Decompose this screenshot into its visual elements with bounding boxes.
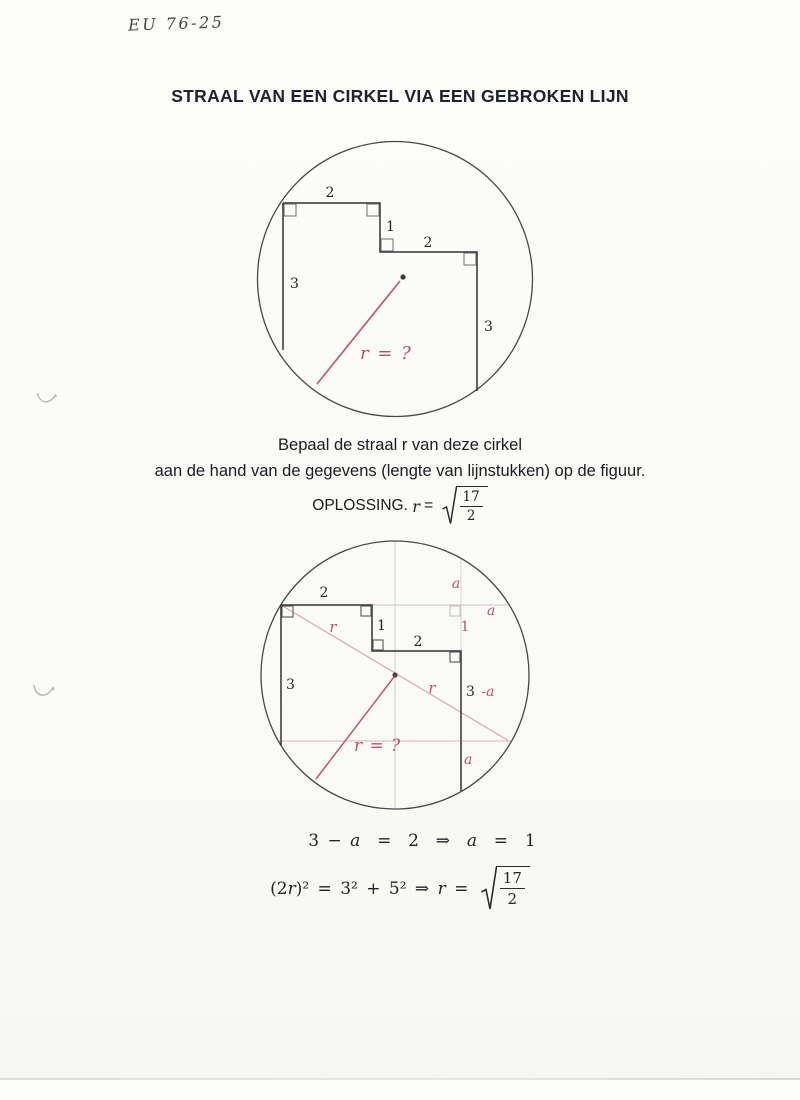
solution-equals: = [419, 497, 438, 514]
derivation-sqrt [481, 866, 530, 912]
solution-label: OPLOSSING. [312, 497, 413, 514]
page-title: STRAAL VAN EEN CIRKEL VIA EEN GEBROKEN LIJN [171, 86, 629, 106]
radical-sign [442, 486, 457, 526]
figure2-label-a-top: a [451, 576, 461, 592]
figure1-label-step: 1 [386, 219, 395, 235]
figure2-center-dot [392, 672, 397, 677]
figure2-label-three-minus-a [466, 684, 494, 700]
d2-r1: r [287, 879, 296, 899]
solution-line [0, 486, 800, 526]
fraction-denominator: 2 [507, 890, 518, 908]
figure2-label-a-right: a [487, 603, 496, 619]
derivation-line2 [0, 860, 800, 918]
figure1-label-mid: 2 [423, 235, 433, 251]
figure1-label-left: 3 [290, 276, 299, 292]
figure2-label-a-bottom: a [464, 752, 473, 768]
figure2-label-step: 1 [377, 618, 386, 634]
figure2-broken-line [281, 605, 461, 791]
problem-statement [0, 432, 800, 484]
handwritten-code: EU 76-25 [127, 12, 225, 35]
figure2-label-three: 3 [466, 684, 475, 700]
figure2-label-mid: 2 [413, 634, 423, 650]
problem-line1: Bepaal de straal r van deze cirkel [278, 436, 522, 454]
solution-sqrt [442, 486, 488, 526]
d1-t3: = 1 [477, 831, 536, 851]
solution-var-r: r [412, 496, 420, 516]
d1-a2: a [466, 831, 477, 851]
fraction-denominator: 2 [466, 508, 476, 524]
figure2-right-angle-markers [282, 606, 460, 662]
punch-hole-mark-bottom [32, 682, 56, 702]
figure2-label-r-upper: r [329, 618, 337, 636]
d2-eq: = [445, 879, 477, 899]
figure2-label-r-lower: r [428, 679, 436, 697]
figure2-label-minus-a: -a [481, 684, 495, 700]
d2-r2: r [437, 879, 446, 899]
d1-a1: a [350, 831, 361, 851]
d2-t1: (2 [270, 879, 288, 899]
figure2-label-top: 2 [319, 585, 329, 601]
fraction-numerator: 17 [460, 489, 483, 507]
figure1-problem-diagram [235, 118, 555, 440]
d1-t2: = 2 ⇒ [360, 831, 467, 851]
scanner-background [0, 1080, 800, 1100]
d1-t1: 3 − [308, 831, 351, 851]
figure1-label-right: 3 [484, 319, 493, 335]
problem-line2: aan de hand van de gegevens (lengte van lijnstukken) op de figuur. [154, 462, 646, 480]
radicand [496, 866, 530, 908]
figure2-solution-diagram [235, 528, 555, 823]
figure2-label-left: 3 [286, 677, 295, 693]
figure2-label-one-red: 1 [460, 619, 470, 635]
radical-sign [481, 866, 497, 912]
figure1-radius-line [317, 281, 400, 384]
figure1-label-top: 2 [325, 185, 335, 201]
fraction [460, 489, 483, 524]
radicand [456, 486, 488, 524]
figure1-center-dot [400, 274, 405, 279]
fraction-numerator: 17 [500, 869, 525, 889]
figure2-radius-question: r = ? [354, 736, 401, 756]
punch-hole-mark-top [36, 390, 58, 408]
figure1-radius-question: r = ? [360, 343, 411, 364]
figure2-faint-right-angle-marker [450, 606, 460, 616]
fraction [500, 869, 525, 908]
figure2-radius-line [316, 677, 394, 779]
derivation-line1 [22, 826, 800, 856]
d2-t2: )² = 3² + 5² ⇒ [295, 879, 438, 899]
